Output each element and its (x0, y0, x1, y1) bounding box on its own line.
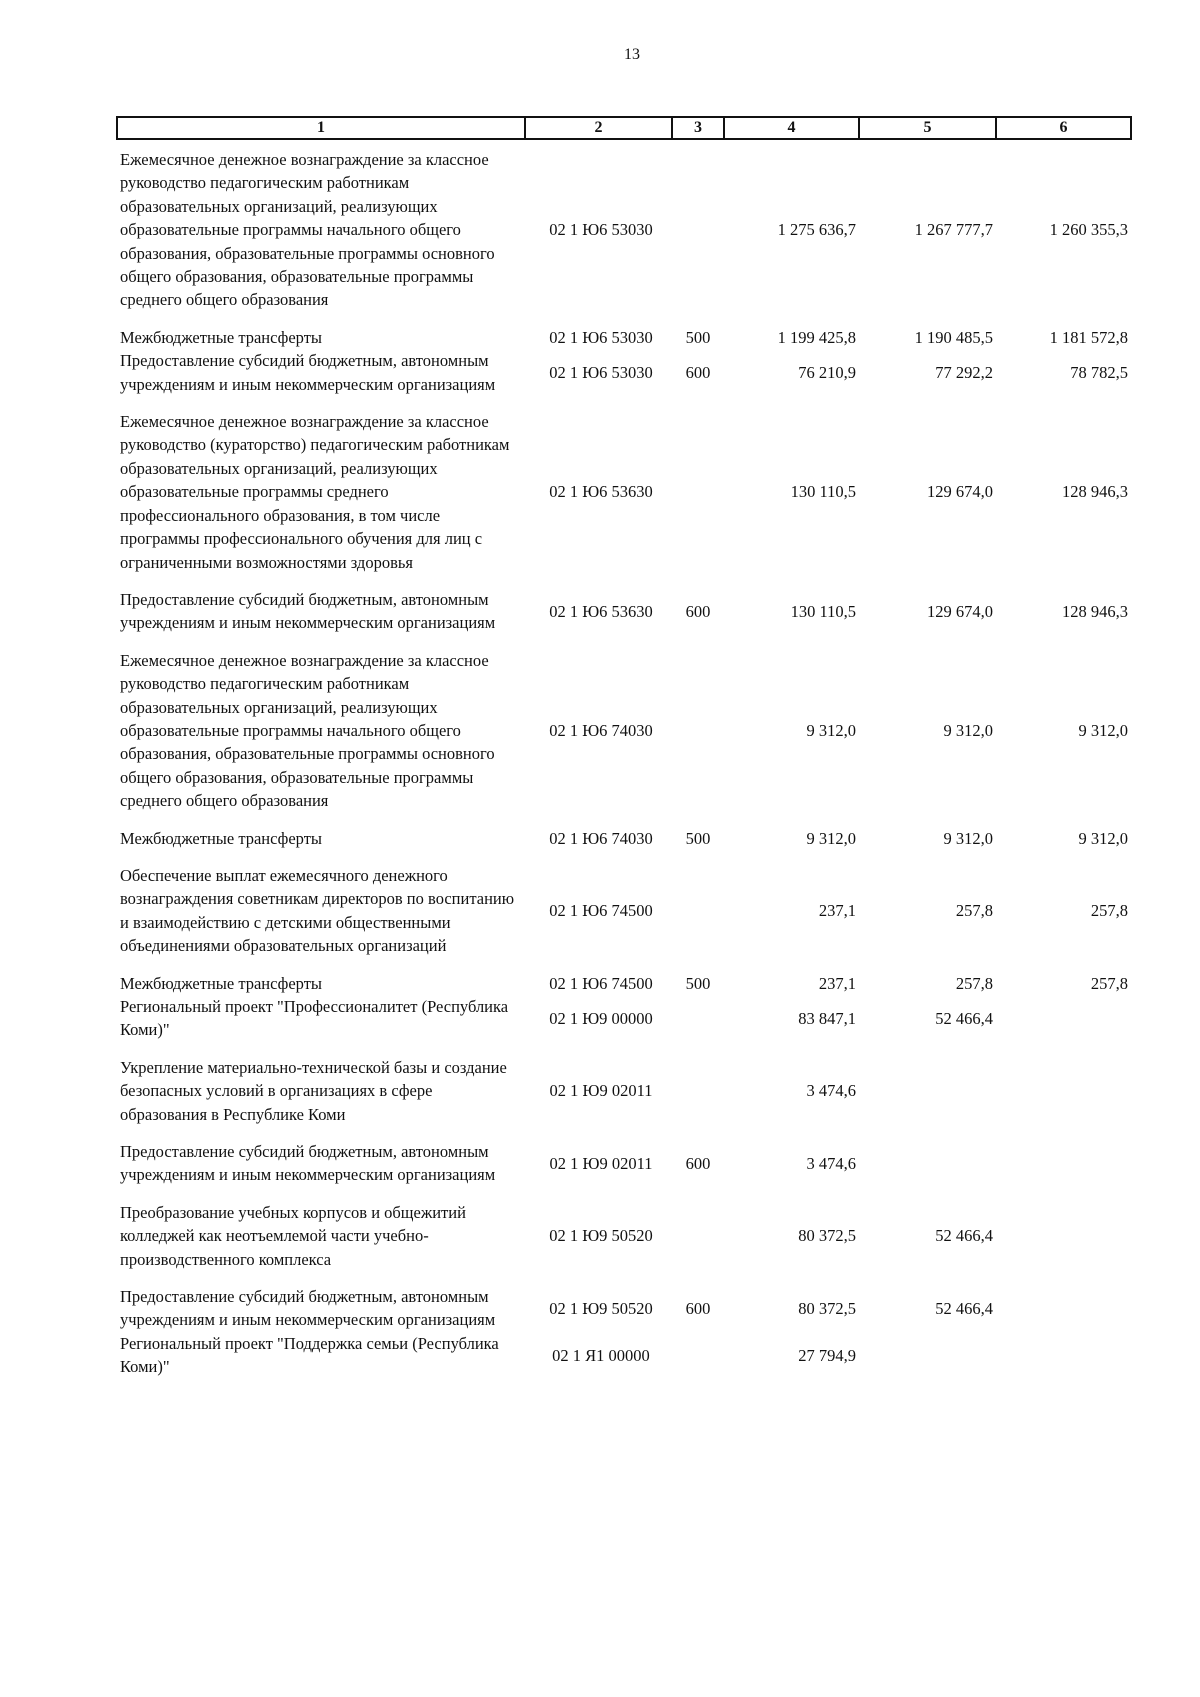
row-kvr: 500 (685, 973, 711, 993)
row-kvr: 600 (685, 362, 711, 382)
row-kvr (672, 1332, 724, 1379)
row-value-1: 1 199 425,8 (777, 327, 856, 347)
row-name: Предоставление субсидий бюджетным, автономным учреждениям и иным некоммерческим организациям (120, 1142, 496, 1185)
table-row (117, 574, 1131, 635)
row-kvr: 500 (685, 327, 711, 347)
header-col-5: 5 (859, 117, 996, 139)
row-name: Межбюджетные трансферты (120, 973, 323, 993)
row-value-1: 1 275 636,7 (777, 220, 856, 240)
table-body (117, 139, 1131, 1379)
row-value-1: 83 847,1 (798, 1008, 856, 1028)
row-code: 02 1 Ю6 74030 (549, 720, 653, 740)
row-value-2: 52 466,4 (935, 1298, 993, 1318)
row-value-1: 237,1 (818, 973, 856, 993)
row-value-2: 77 292,2 (935, 362, 993, 382)
row-code: 02 1 Ю6 53630 (549, 482, 653, 502)
row-value-1: 80 372,5 (798, 1298, 856, 1318)
table-row (117, 312, 1131, 349)
row-code: 02 1 Ю9 00000 (549, 1008, 653, 1028)
row-value-3 (996, 1126, 1131, 1187)
row-value-3: 128 946,3 (1062, 482, 1128, 502)
row-kvr: 600 (685, 1153, 711, 1173)
row-code: 02 1 Ю9 02011 (549, 1081, 653, 1101)
row-value-2: 52 466,4 (935, 1008, 993, 1028)
row-name: Межбюджетные трансферты (120, 327, 323, 347)
table-row (117, 1332, 1131, 1379)
row-value-1: 3 474,6 (806, 1153, 856, 1173)
row-kvr (672, 635, 724, 813)
table-row (117, 850, 1131, 958)
row-value-3 (996, 1042, 1131, 1126)
row-name: Преобразование учебных корпусов и общежитий колледжей как неотъемлемой части учебно-производственного комплекса (120, 1202, 466, 1269)
row-value-2: 9 312,0 (943, 720, 993, 740)
table-row (117, 349, 1131, 396)
row-code: 02 1 Ю6 53030 (549, 362, 653, 382)
row-kvr (672, 1042, 724, 1126)
header-col-4: 4 (724, 117, 859, 139)
table-header (117, 117, 1131, 139)
row-value-3: 9 312,0 (1078, 828, 1128, 848)
header-col-6: 6 (996, 117, 1131, 139)
row-kvr (672, 995, 724, 1042)
table-row (117, 139, 1131, 312)
row-value-3: 1 181 572,8 (1049, 327, 1128, 347)
row-value-1: 237,1 (818, 901, 856, 921)
row-value-1: 3 474,6 (806, 1081, 856, 1101)
row-value-3 (996, 1271, 1131, 1332)
row-value-2 (859, 1332, 996, 1379)
row-value-1: 80 372,5 (798, 1226, 856, 1246)
table-row (117, 995, 1131, 1042)
row-code: 02 1 Ю6 53030 (549, 327, 653, 347)
row-name: Региональный проект "Профессионалитет (Республика Коми)" (120, 997, 509, 1040)
row-value-3: 78 782,5 (1070, 362, 1128, 382)
row-value-1: 27 794,9 (798, 1345, 856, 1365)
table-row (117, 1042, 1131, 1126)
row-code: 02 1 Ю6 53030 (549, 220, 653, 240)
row-value-3: 9 312,0 (1078, 720, 1128, 740)
page-number: 13 (624, 46, 640, 63)
row-value-2: 1 267 777,7 (914, 220, 993, 240)
row-value-1: 130 110,5 (790, 482, 856, 502)
row-code: 02 1 Ю6 74500 (549, 973, 653, 993)
row-kvr (672, 1187, 724, 1271)
row-value-2: 129 674,0 (927, 601, 993, 621)
table-row (117, 958, 1131, 995)
row-code: 02 1 Ю9 02011 (549, 1153, 653, 1173)
table-row (117, 396, 1131, 574)
row-name: Ежемесячное денежное вознаграждение за классное руководство (кураторство) педагогическим работникам образовательных организаций, реализующих образовательные программы среднего профессионального образования, в том числе программы профессионального обучения для лиц с ограниченными возможностями здоровья (120, 412, 510, 572)
row-name: Региональный проект "Поддержка семьи (Республика Коми)" (120, 1333, 499, 1377)
row-value-2: 129 674,0 (927, 482, 993, 502)
row-value-2: 257,8 (955, 901, 993, 921)
header-col-1: 1 (117, 117, 525, 139)
header-col-2: 2 (525, 117, 672, 139)
row-value-3: 128 946,3 (1062, 601, 1128, 621)
header-col-3: 3 (672, 117, 724, 139)
row-name: Межбюджетные трансферты (120, 828, 323, 848)
row-value-2: 9 312,0 (943, 828, 993, 848)
row-value-2: 257,8 (955, 973, 993, 993)
row-code: 02 1 Ю6 74030 (549, 828, 653, 848)
row-kvr (672, 396, 724, 574)
row-value-1: 76 210,9 (798, 362, 856, 382)
row-kvr: 600 (685, 601, 711, 621)
row-code: 02 1 Ю9 50520 (549, 1298, 653, 1318)
row-kvr: 500 (685, 828, 711, 848)
row-name: Предоставление субсидий бюджетным, автономным учреждениям и иным некоммерческим организациям (120, 1287, 496, 1330)
table-row (117, 1271, 1131, 1332)
row-value-3: 1 260 355,3 (1049, 220, 1128, 240)
row-code: 02 1 Я1 00000 (552, 1345, 650, 1365)
row-value-3: 257,8 (1090, 901, 1128, 921)
row-name: Ежемесячное денежное вознаграждение за классное руководство педагогическим работникам образовательных организаций, реализующих образовательные программы начального общего образования, образовательные программы основного общего образования, образовательные программы среднего общего образования (120, 650, 495, 811)
row-code: 02 1 Ю6 53630 (549, 601, 653, 621)
header-row (117, 117, 1131, 139)
row-value-2: 52 466,4 (935, 1226, 993, 1246)
row-value-3 (996, 995, 1131, 1042)
row-value-3 (996, 1187, 1131, 1271)
row-value-1: 9 312,0 (806, 828, 856, 848)
row-kvr (672, 139, 724, 312)
row-value-3: 257,8 (1090, 973, 1128, 993)
row-name: Ежемесячное денежное вознаграждение за классное руководство педагогическим работникам образовательных организаций, реализующих образовательные программы начального общего образования, образовательные программы основного общего образования, образовательные программы среднего общего образования (120, 150, 495, 310)
row-kvr (672, 850, 724, 958)
row-value-2: 1 190 485,5 (914, 327, 993, 347)
row-name: Предоставление субсидий бюджетным, автономным учреждениям и иным некоммерческим организациям (120, 589, 496, 633)
row-code: 02 1 Ю6 74500 (549, 901, 653, 921)
row-name: Обеспечение выплат ежемесячного денежного вознаграждения советникам директоров по воспитанию и взаимодействию с детскими общественными объединениями образовательных организаций (120, 865, 515, 956)
row-value-3 (996, 1332, 1131, 1379)
table-row (117, 635, 1131, 813)
row-name: Укрепление материально-технической базы и создание безопасных условий в организациях в сфере образования в Республике Коми (120, 1057, 507, 1124)
row-name: Предоставление субсидий бюджетным, автономным учреждениям и иным некоммерческим организациям (120, 351, 496, 394)
table-row (117, 813, 1131, 850)
table-row (117, 1187, 1131, 1271)
row-value-1: 9 312,0 (806, 720, 856, 740)
row-value-2 (859, 1126, 996, 1187)
budget-table (116, 116, 1132, 1379)
row-code: 02 1 Ю9 50520 (549, 1226, 653, 1246)
row-value-2 (859, 1042, 996, 1126)
table-row (117, 1126, 1131, 1187)
row-kvr: 600 (685, 1298, 711, 1318)
row-value-1: 130 110,5 (790, 601, 856, 621)
